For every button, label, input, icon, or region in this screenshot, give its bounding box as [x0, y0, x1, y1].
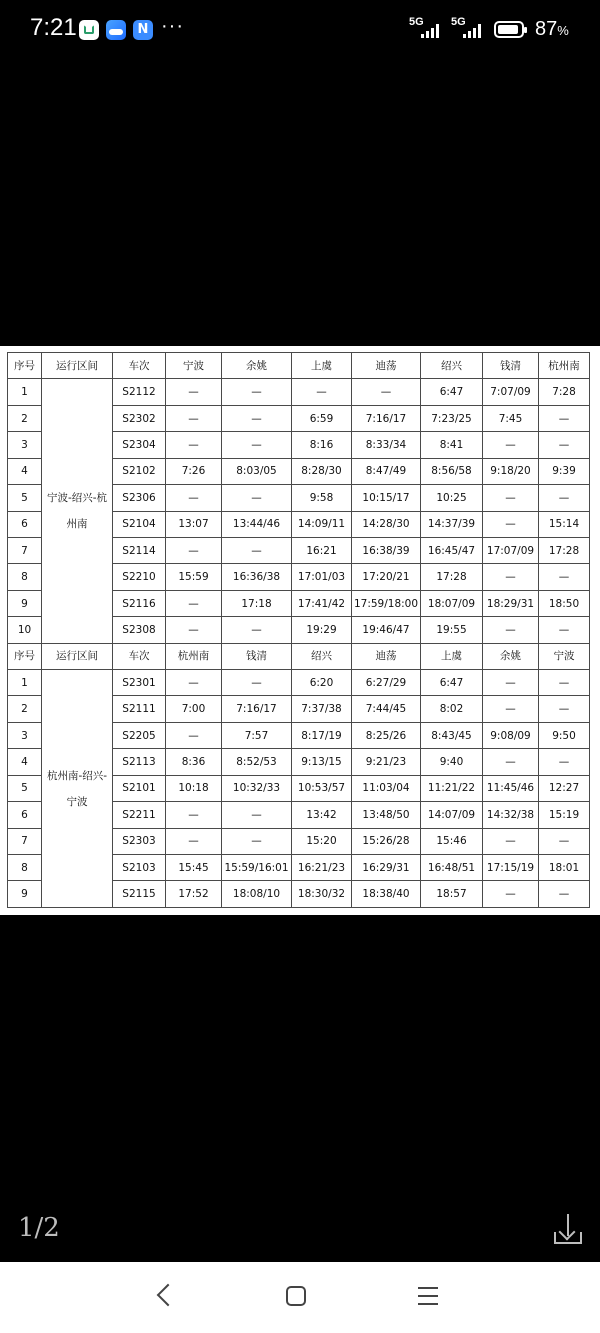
more-notifications-icon: ··· [161, 15, 184, 37]
table-header-cell: 序号 [8, 353, 42, 379]
table-header-cell: 车次 [113, 643, 166, 669]
train-number-cell: S2306 [113, 485, 166, 511]
row-number-cell: 3 [8, 432, 42, 458]
time-cell: 6:47 [421, 670, 483, 696]
time-cell: — [539, 485, 590, 511]
row-number-cell: 6 [8, 802, 42, 828]
row-number-cell: 9 [8, 881, 42, 908]
row-number-cell: 7 [8, 537, 42, 563]
table-row [8, 379, 590, 405]
table-header-cell: 迪荡 [352, 353, 421, 379]
battery-percent: 87% [535, 18, 569, 40]
time-cell: 17:59/18:00 [352, 590, 421, 616]
time-cell: 18:30/32 [292, 881, 352, 908]
time-cell: 17:07/09 [483, 537, 539, 563]
time-cell: 15:26/28 [352, 828, 421, 854]
train-number-cell: S2112 [113, 379, 166, 405]
time-cell: — [539, 670, 590, 696]
time-cell: 18:29/31 [483, 590, 539, 616]
time-cell: — [539, 617, 590, 643]
signal-type-label: 5G [409, 16, 424, 28]
time-cell: — [166, 722, 222, 748]
time-cell: 14:32/38 [483, 802, 539, 828]
time-cell: — [222, 670, 292, 696]
time-cell: 15:59/16:01 [222, 855, 292, 881]
train-number-cell: S2210 [113, 564, 166, 590]
route-range-cell: 宁波-绍兴-杭州南 [42, 379, 113, 643]
time-cell: — [483, 749, 539, 775]
time-cell: 14:37/39 [421, 511, 483, 537]
time-cell: 17:01/03 [292, 564, 352, 590]
time-cell: 8:17/19 [292, 722, 352, 748]
row-number-cell: 8 [8, 855, 42, 881]
timetable-image[interactable] [0, 346, 600, 915]
time-cell: 17:41/42 [292, 590, 352, 616]
table-header-cell: 迪荡 [352, 643, 421, 669]
signal-strength-icon [409, 18, 443, 40]
time-cell: 8:36 [166, 749, 222, 775]
time-cell: 13:07 [166, 511, 222, 537]
time-cell: 9:21/23 [352, 749, 421, 775]
table-header-cell: 宁波 [166, 353, 222, 379]
train-number-cell: S2111 [113, 696, 166, 722]
time-cell: 6:59 [292, 405, 352, 431]
time-cell: — [483, 828, 539, 854]
time-cell: — [352, 379, 421, 405]
time-cell: 19:46/47 [352, 617, 421, 643]
time-cell: 13:48/50 [352, 802, 421, 828]
table-header-cell: 杭州南 [539, 353, 590, 379]
table-header-cell: 车次 [113, 353, 166, 379]
train-number-cell: S2301 [113, 670, 166, 696]
time-cell: 8:25/26 [352, 722, 421, 748]
table-header-cell: 序号 [8, 643, 42, 669]
table-header-cell: 上虞 [421, 643, 483, 669]
time-cell: — [483, 617, 539, 643]
time-cell: 7:16/17 [222, 696, 292, 722]
time-cell: 9:18/20 [483, 458, 539, 484]
time-cell: 8:02 [421, 696, 483, 722]
time-cell: 17:20/21 [352, 564, 421, 590]
time-cell: 8:28/30 [292, 458, 352, 484]
time-cell: 6:20 [292, 670, 352, 696]
home-app-icon [79, 20, 99, 40]
time-cell: 18:38/40 [352, 881, 421, 908]
time-cell: 7:26 [166, 458, 222, 484]
row-number-cell: 4 [8, 749, 42, 775]
row-number-cell: 6 [8, 511, 42, 537]
table-header-cell: 宁波 [539, 643, 590, 669]
time-cell: 17:28 [421, 564, 483, 590]
time-cell: 19:29 [292, 617, 352, 643]
table-header-cell: 绍兴 [421, 353, 483, 379]
page-counter: 1/2 [18, 1213, 60, 1243]
battery-icon [494, 21, 524, 38]
menu-button[interactable] [418, 1287, 438, 1305]
time-cell: 17:15/19 [483, 855, 539, 881]
train-number-cell: S2104 [113, 511, 166, 537]
time-cell: 11:21/22 [421, 775, 483, 801]
time-cell: 7:00 [166, 696, 222, 722]
time-cell: 9:39 [539, 458, 590, 484]
home-button[interactable] [286, 1286, 306, 1306]
table-header-cell: 绍兴 [292, 643, 352, 669]
table-header-cell: 钱清 [222, 643, 292, 669]
time-cell: 7:44/45 [352, 696, 421, 722]
time-cell: 15:59 [166, 564, 222, 590]
time-cell: — [166, 802, 222, 828]
time-cell: 9:08/09 [483, 722, 539, 748]
time-cell: — [222, 379, 292, 405]
download-button[interactable] [552, 1212, 586, 1248]
time-cell: — [222, 617, 292, 643]
time-cell: 8:33/34 [352, 432, 421, 458]
row-number-cell: 1 [8, 670, 42, 696]
time-cell: 16:45/47 [421, 537, 483, 563]
train-number-cell: S2308 [113, 617, 166, 643]
time-cell: 8:41 [421, 432, 483, 458]
train-number-cell: S2102 [113, 458, 166, 484]
table-header-cell: 运行区间 [42, 643, 113, 669]
time-cell: — [166, 590, 222, 616]
row-number-cell: 2 [8, 696, 42, 722]
time-cell: 7:45 [483, 405, 539, 431]
time-cell: 9:58 [292, 485, 352, 511]
time-cell: — [483, 696, 539, 722]
time-cell: 11:03/04 [352, 775, 421, 801]
time-cell: 14:07/09 [421, 802, 483, 828]
train-number-cell: S2114 [113, 537, 166, 563]
row-number-cell: 1 [8, 379, 42, 405]
time-cell: 7:28 [539, 379, 590, 405]
time-cell: 13:42 [292, 802, 352, 828]
time-cell: 10:53/57 [292, 775, 352, 801]
time-cell: 8:56/58 [421, 458, 483, 484]
status-bar [0, 0, 600, 60]
time-cell: 16:21 [292, 537, 352, 563]
time-cell: 11:45/46 [483, 775, 539, 801]
table-header-row [8, 353, 590, 379]
row-number-cell: 8 [8, 564, 42, 590]
time-cell: 18:50 [539, 590, 590, 616]
time-cell: 19:55 [421, 617, 483, 643]
table-header-cell: 钱清 [483, 353, 539, 379]
table-header-row [8, 643, 590, 669]
time-cell: — [539, 696, 590, 722]
time-cell: 13:44/46 [222, 511, 292, 537]
train-number-cell: S2302 [113, 405, 166, 431]
train-number-cell: S2211 [113, 802, 166, 828]
time-cell: 9:13/15 [292, 749, 352, 775]
time-cell: 7:16/17 [352, 405, 421, 431]
time-cell: — [539, 564, 590, 590]
time-cell: 17:18 [222, 590, 292, 616]
time-cell: — [166, 379, 222, 405]
time-cell: — [483, 670, 539, 696]
time-cell: 8:43/45 [421, 722, 483, 748]
time-cell: — [483, 881, 539, 908]
time-cell: 14:28/30 [352, 511, 421, 537]
time-cell: — [539, 432, 590, 458]
time-cell: — [483, 511, 539, 537]
train-number-cell: S2205 [113, 722, 166, 748]
time-cell: 15:20 [292, 828, 352, 854]
table-row [8, 670, 590, 696]
time-cell: 17:28 [539, 537, 590, 563]
time-cell: 16:38/39 [352, 537, 421, 563]
time-cell: 10:15/17 [352, 485, 421, 511]
time-cell: 10:32/33 [222, 775, 292, 801]
cloud-app-icon [106, 20, 126, 40]
time-cell: — [222, 485, 292, 511]
train-number-cell: S2103 [113, 855, 166, 881]
time-cell: 16:36/38 [222, 564, 292, 590]
navigation-bar [0, 1262, 600, 1333]
time-cell: 16:21/23 [292, 855, 352, 881]
row-number-cell: 5 [8, 485, 42, 511]
timetable [7, 352, 590, 908]
time-cell: — [483, 485, 539, 511]
time-cell: — [292, 379, 352, 405]
time-cell: 7:23/25 [421, 405, 483, 431]
time-cell: 8:16 [292, 432, 352, 458]
train-number-cell: S2304 [113, 432, 166, 458]
back-button[interactable] [157, 1284, 180, 1307]
time-cell: 9:40 [421, 749, 483, 775]
time-cell: — [483, 432, 539, 458]
time-cell: — [166, 617, 222, 643]
time-cell: 15:46 [421, 828, 483, 854]
time-cell: — [222, 828, 292, 854]
row-number-cell: 2 [8, 405, 42, 431]
row-number-cell: 9 [8, 590, 42, 616]
row-number-cell: 3 [8, 722, 42, 748]
time-cell: — [222, 537, 292, 563]
table-header-cell: 余姚 [222, 353, 292, 379]
time-cell: 18:01 [539, 855, 590, 881]
time-cell: — [222, 405, 292, 431]
time-cell: 8:03/05 [222, 458, 292, 484]
time-cell: — [166, 485, 222, 511]
time-cell: — [166, 828, 222, 854]
time-cell: 7:07/09 [483, 379, 539, 405]
time-cell: 16:48/51 [421, 855, 483, 881]
time-cell: 7:37/38 [292, 696, 352, 722]
time-cell: 15:19 [539, 802, 590, 828]
signal-type-label: 5G [451, 16, 466, 28]
time-cell: — [483, 564, 539, 590]
time-cell: 16:29/31 [352, 855, 421, 881]
time-cell: — [539, 749, 590, 775]
time-cell: 8:52/53 [222, 749, 292, 775]
time-cell: 18:07/09 [421, 590, 483, 616]
train-number-cell: S2116 [113, 590, 166, 616]
row-number-cell: 7 [8, 828, 42, 854]
time-cell: — [222, 802, 292, 828]
time-cell: 9:50 [539, 722, 590, 748]
time-cell: — [539, 405, 590, 431]
time-cell: 17:52 [166, 881, 222, 908]
time-cell: 8:47/49 [352, 458, 421, 484]
train-number-cell: S2113 [113, 749, 166, 775]
time-cell: 6:27/29 [352, 670, 421, 696]
time-cell: 14:09/11 [292, 511, 352, 537]
table-header-cell: 杭州南 [166, 643, 222, 669]
route-range-cell: 杭州南-绍兴-宁波 [42, 670, 113, 908]
status-time: 7:21 [30, 14, 77, 41]
table-header-cell: 运行区间 [42, 353, 113, 379]
time-cell: — [222, 432, 292, 458]
signal-strength-icon [451, 18, 485, 40]
nfc-icon [133, 20, 153, 40]
time-cell: 10:25 [421, 485, 483, 511]
train-number-cell: S2303 [113, 828, 166, 854]
time-cell: 7:57 [222, 722, 292, 748]
time-cell: — [539, 881, 590, 908]
time-cell: — [539, 828, 590, 854]
table-header-cell: 余姚 [483, 643, 539, 669]
time-cell: 18:08/10 [222, 881, 292, 908]
time-cell: — [166, 670, 222, 696]
row-number-cell: 5 [8, 775, 42, 801]
time-cell: — [166, 537, 222, 563]
row-number-cell: 4 [8, 458, 42, 484]
time-cell: 6:47 [421, 379, 483, 405]
time-cell: — [166, 405, 222, 431]
table-header-cell: 上虞 [292, 353, 352, 379]
time-cell: 12:27 [539, 775, 590, 801]
train-number-cell: S2101 [113, 775, 166, 801]
row-number-cell: 10 [8, 617, 42, 643]
time-cell: 15:14 [539, 511, 590, 537]
time-cell: 15:45 [166, 855, 222, 881]
time-cell: 18:57 [421, 881, 483, 908]
time-cell: 10:18 [166, 775, 222, 801]
time-cell: — [166, 432, 222, 458]
train-number-cell: S2115 [113, 881, 166, 908]
